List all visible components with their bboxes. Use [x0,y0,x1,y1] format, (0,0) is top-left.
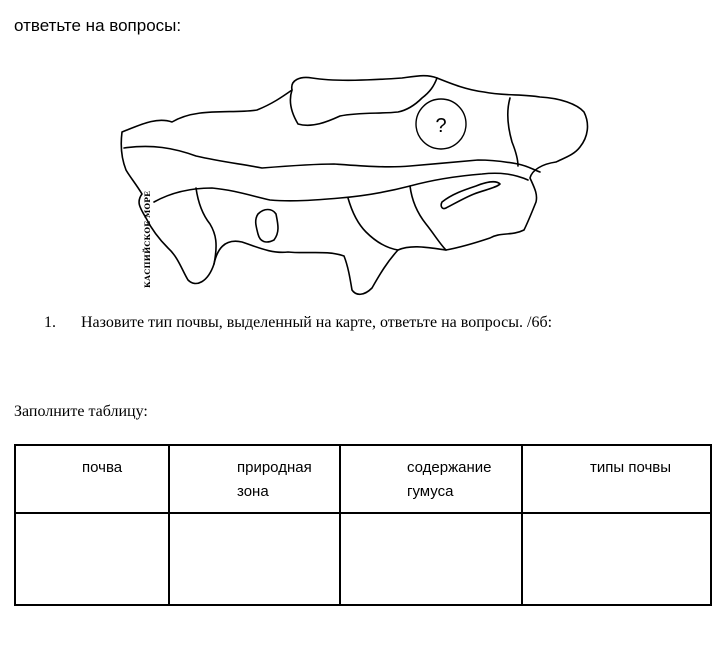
header-cell-soil-types [522,445,711,513]
map-zone-line-5 [196,188,216,264]
table-header-row [15,445,711,513]
map-zone-line-6 [348,198,398,250]
answer-cell-natural-zone[interactable] [169,513,340,605]
map-outer-border [121,76,587,295]
fill-table-instruction: Заполните таблицу: [14,403,148,420]
answer-cell-soil[interactable] [15,513,169,605]
header-natural-zone: природная зона [237,459,312,500]
question-mark: ? [435,115,447,137]
table-row [15,513,711,605]
map-balkhash-lake [441,182,500,209]
map-zone-line-3 [290,78,437,125]
kazakhstan-map-outline [112,52,592,300]
caspian-sea-label: КАСПИЙСКОЕ МОРЕ [143,191,152,288]
answer-cell-humus[interactable] [340,513,522,605]
question-number: 1. [44,314,56,331]
map-zone-line-7 [410,186,446,250]
answer-cell-soil-types[interactable] [522,513,711,605]
question-text: Назовите тип почвы, выделенный на карте, ответьте на вопросы. /6б: [81,314,553,331]
header-humus: содержание гумуса [407,459,492,500]
header-soil: почва [82,459,123,476]
map-zone-line-1 [124,146,540,172]
answer-table [14,444,712,606]
header-cell-soil [15,445,169,513]
question-1 [44,312,552,334]
header-cell-humus [340,445,522,513]
map-aral-sea [256,210,278,243]
instruction-heading: ответьте на вопросы: [14,16,182,35]
header-soil-types: типы почвы [590,459,672,476]
map-zone-line-4 [508,98,518,166]
soil-map [112,52,592,300]
header-cell-natural-zone [169,445,340,513]
